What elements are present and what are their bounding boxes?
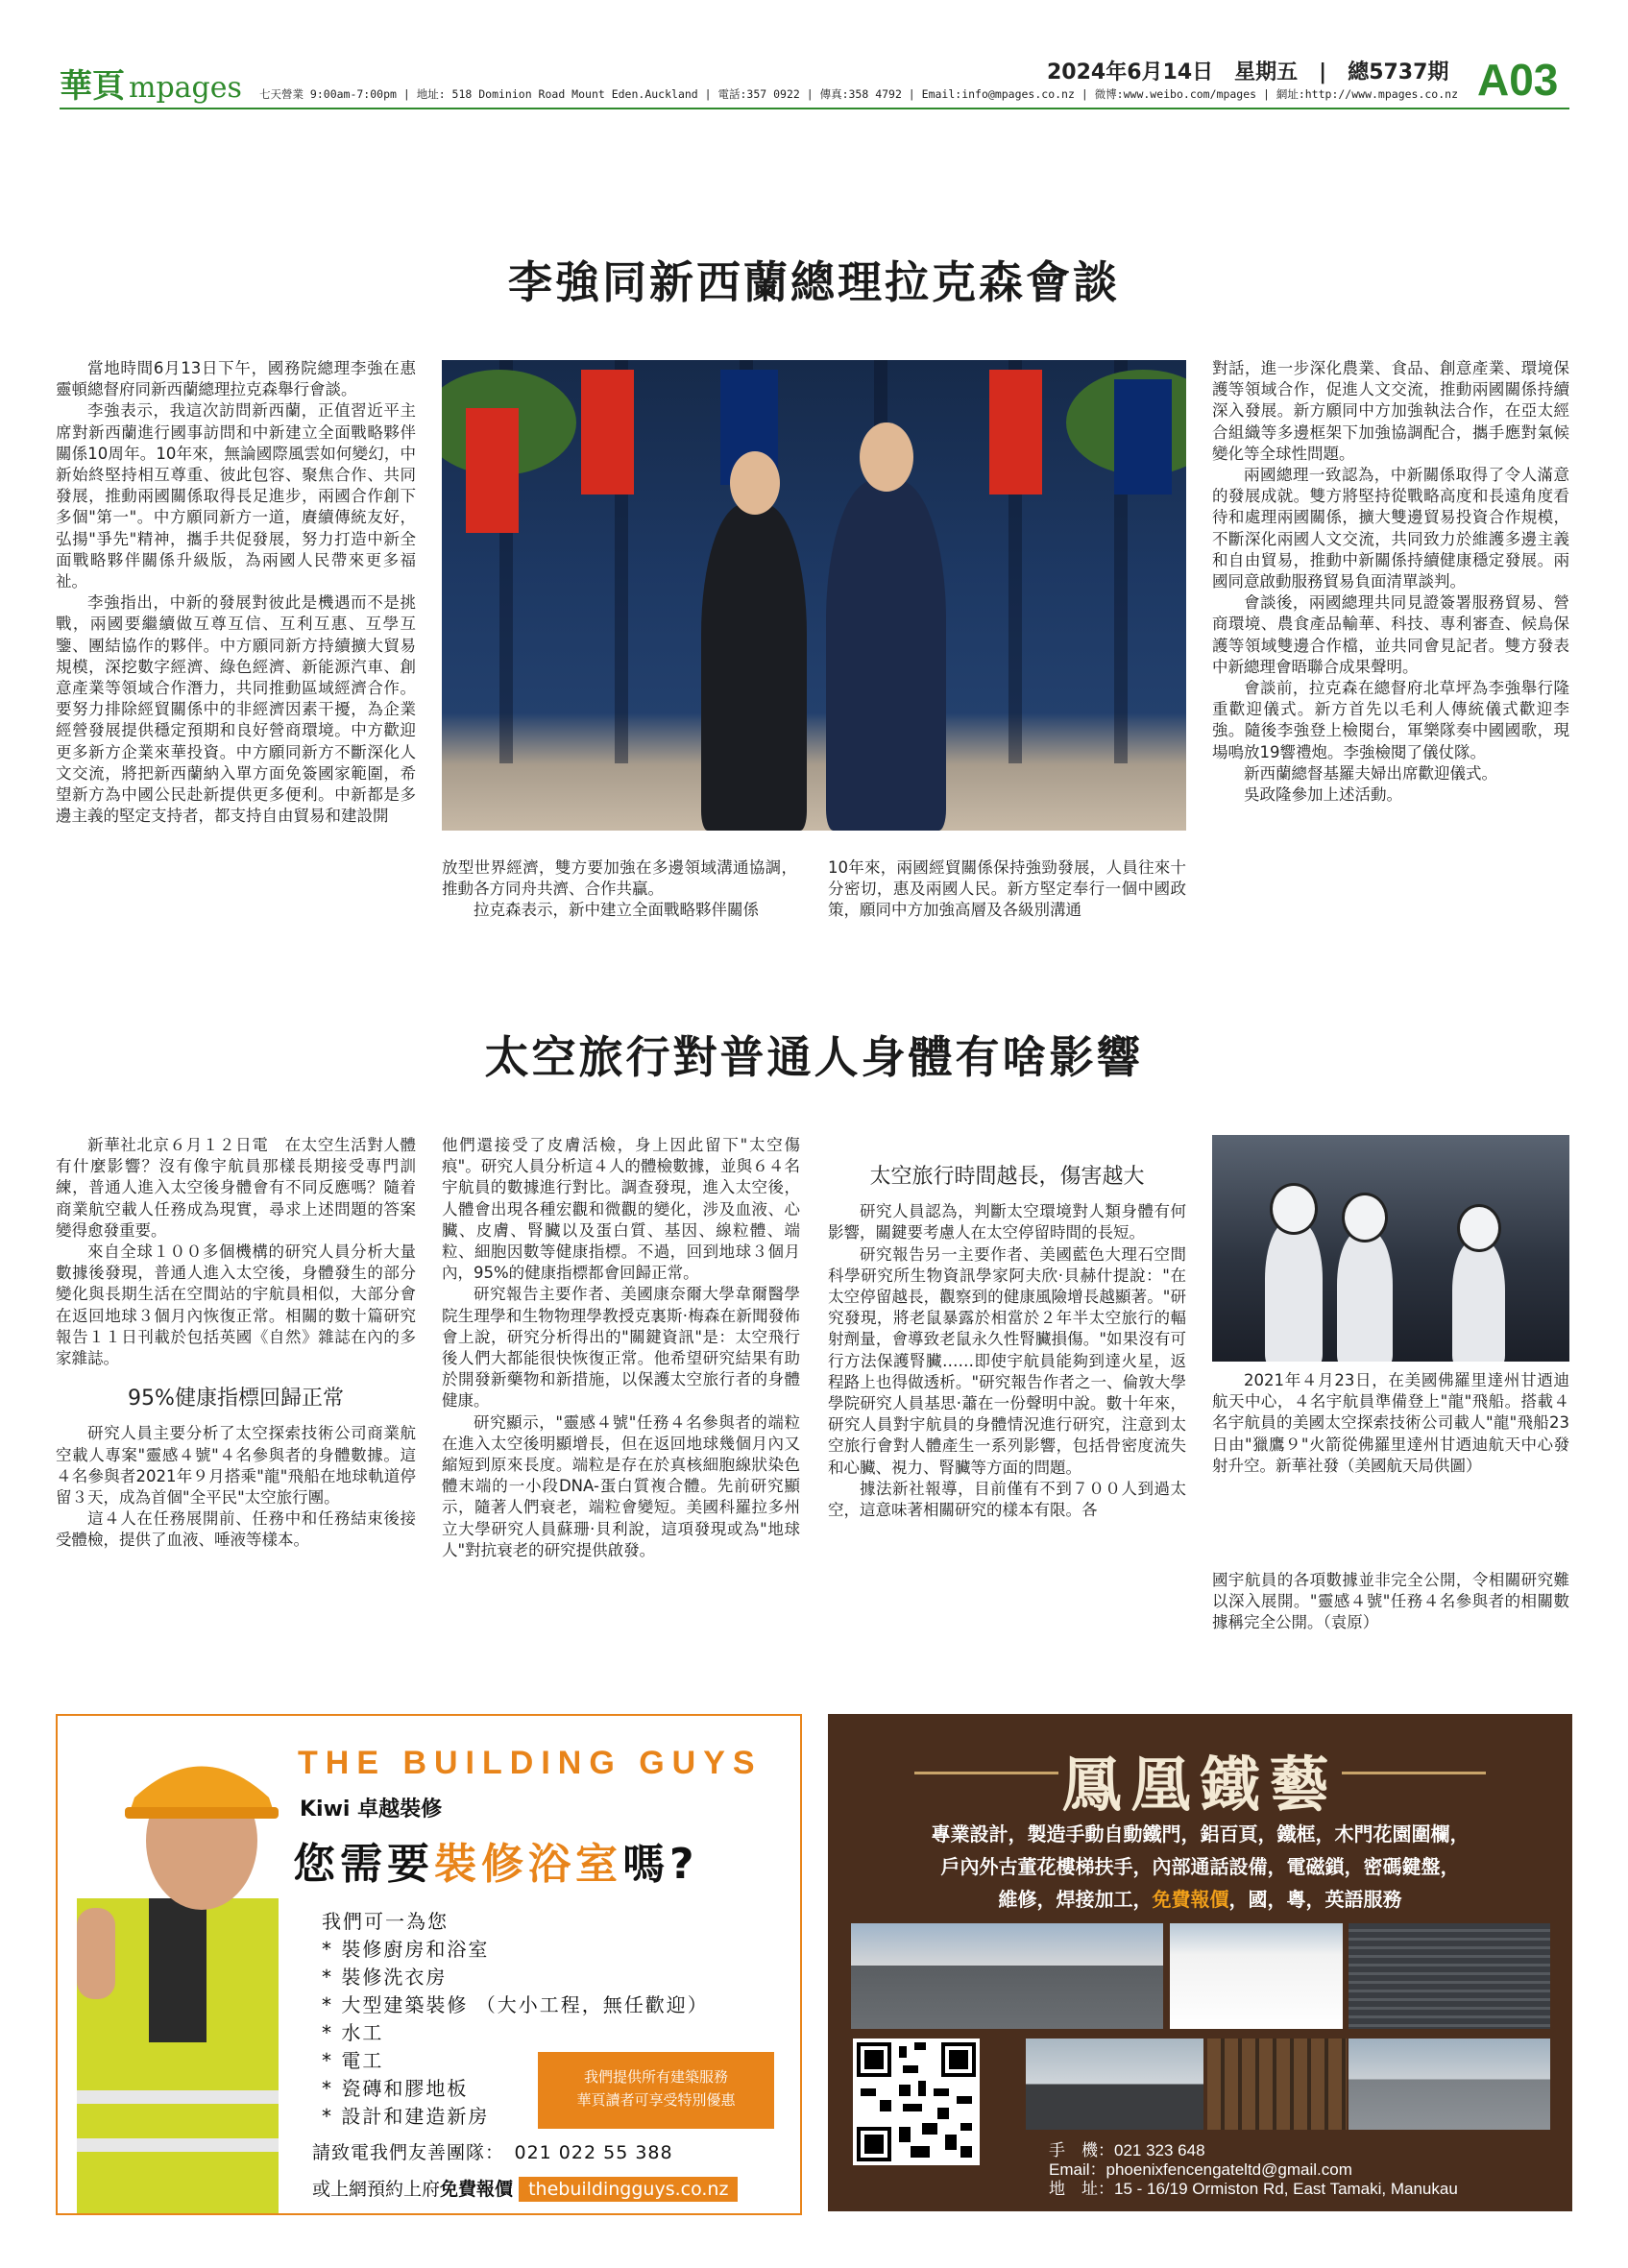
- gate-photo: [851, 1923, 1163, 2029]
- contact-email[interactable]: Email：phoenixfencengateltd@gmail.com: [1049, 2160, 1352, 2179]
- advert-phone: 請致電我們友善團隊： 021 022 55 388: [312, 2142, 673, 2163]
- qr-code[interactable]: [853, 2039, 980, 2165]
- paragraph: 吳政隆參加上述活動。: [1244, 785, 1402, 805]
- logo-latin: mpages: [129, 71, 242, 105]
- paragraph: 研究報告主要作者、美國康奈爾大學韋爾醫學院生理學和生物物理學教授克裏斯·梅森在新聞發佈會上說，研究分析得出的"關鍵資訊"是：太空飛行後人們大都能很快恢復正常。他希望研究結果有助於開發新藥物和新措施，以保護太空旅行者的身體健康。: [442, 1285, 800, 1411]
- article2-column-4: [1212, 1570, 1569, 1634]
- advert-brand-subtitle: Kiwi 卓越裝修: [300, 1798, 443, 1822]
- web-bold-text: 免費報價: [440, 2179, 514, 2200]
- article2-photo-caption: [1212, 1370, 1569, 1477]
- article2-subheading-2: 太空旅行時間越長，傷害越大: [869, 1165, 1145, 1189]
- description-line: 專業設計，製造手動自動鐵門，鋁百頁，鐵框，木門花園圍欄，: [931, 1822, 1470, 1846]
- article2-headline: 太空旅行對普通人身體有啥影響: [484, 1031, 1144, 1083]
- caption-text: 2021年４月23日，在美國佛羅里達州甘迺迪航天中心，４名宇航員準備登上"龍"飛船。搭載４名宇航員的美國太空探索技術公司載人"龍"飛船23日由"獵鷹９"火箭從佛羅里達州甘迺迪航天中心發射升空。新華社發（美國航天局供圖）: [1212, 1371, 1569, 1475]
- paragraph: 他們還接受了皮膚活檢，身上因此留下"太空傷痕"。研究人員分析這４人的體檢數據，並與６４名宇航員的數據進行對比。調查發現，進入太空後，人體會出現各種宏觀和微觀的變化，涉及血液、心臟、皮膚、腎臟以及蛋白質、基因、線粒體、端粒、細胞因數等健康指標。不過，回到地球３個月內，95%的健康指標都會回歸正常。: [442, 1136, 800, 1283]
- contact-phone: 手 機：021 323 648: [1049, 2141, 1205, 2159]
- paragraph: 新華社北京６月１２日電 在太空生活對人體有什麼影響？沒有像宇航員那樣長期接受專門訓練，普通人進入太空後身體會有不同反應嗎？隨着商業航空載人任務成為現實，尋求上述問題的答案變得愈發重要。: [56, 1136, 416, 1240]
- building-guys-advert[interactable]: [56, 1714, 802, 2215]
- logo-chinese: 華頁: [60, 67, 125, 106]
- paragraph: 10年來，兩國經貿關係保持強勁發展，人員往來十分密切，惠及兩國人民。新方堅定奉行一個中國政策，願同中方加強高層及各級別溝通: [828, 858, 1186, 920]
- advert-question: [293, 1829, 699, 1891]
- paragraph: 據法新社報導，目前僅有不到７００人到過太空，這意味著相關研究的樣本有限。各: [828, 1479, 1186, 1520]
- list-item: * 設計和建造新房: [322, 2105, 490, 2128]
- gate-photo: [1349, 1923, 1550, 2029]
- promo-box: [538, 2052, 774, 2129]
- paragraph: 當地時間6月13日下午，國務院總理李強在惠靈頓總督府同新西蘭總理拉克森舉行會談。: [56, 359, 416, 399]
- question-highlight: 裝修浴室: [434, 1840, 622, 1889]
- page-number: A03: [1477, 55, 1559, 105]
- promo-line: 我們提供所有建築服務: [583, 2068, 728, 2086]
- list-item: * 電工: [322, 2049, 384, 2072]
- article2-column-2: [442, 1135, 800, 1561]
- issue-date: 2024年6月14日 星期五 | 總5737期: [1047, 60, 1449, 84]
- phoenix-ironwork-advert[interactable]: [828, 1714, 1572, 2211]
- advert-contact: [1049, 2141, 1458, 2199]
- paragraph: 來自全球１００多個機構的研究人員分析大量數據後發現，普通人進入太空後，身體發生的部分變化與長期生活在空間站的宇航員相似，大部分會在返回地球３個月內恢復正常。相關的數十篇研究報告１１日刊載於包括英國《自然》雜誌在內的多家雜誌。: [56, 1243, 416, 1368]
- advert-brand-title: 鳳凰鐵藝: [1061, 1749, 1339, 1820]
- article2-subheading-1: 95%健康指標回歸正常: [128, 1387, 344, 1411]
- paragraph: 會談前，拉克森在總督府北草坪為李強舉行隆重歡迎儀式。新方首先以毛利人傳統儀式歡迎李強。隨後李強登上檢閱台，軍樂隊奏中國國歌，現場鳴放19響禮炮。李強檢閱了儀仗隊。: [1212, 679, 1569, 761]
- construction-worker-image: [58, 1716, 298, 2213]
- advert-web-line: [312, 2175, 738, 2202]
- description-line: 戶內外古董花樓梯扶手，內部通話設備，電磁鎖，密碼鍵盤，: [940, 1855, 1460, 1878]
- advert-brand-title: THE BUILDING GUYS: [298, 1745, 763, 1781]
- description-text: 維修，焊接加工，: [998, 1888, 1153, 1911]
- list-item: * 水工: [322, 2021, 384, 2044]
- paragraph: 這４人在任務展開前、任務中和任務結束後接受體檢，提供了血液、唾液等樣本。: [56, 1509, 416, 1550]
- list-item: * 裝修洗衣房: [322, 1966, 448, 1989]
- website-link[interactable]: thebuildingguys.co.nz: [519, 2177, 738, 2202]
- paragraph: 研究人員認為，判斷太空環境對人類身體有何影響，關鍵要考慮人在太空停留時間的長短。: [828, 1202, 1186, 1243]
- article1-headline: 李強同新西蘭總理拉克森會談: [508, 256, 1120, 308]
- web-text: 或上網預約上府: [312, 2179, 441, 2200]
- list-item: * 瓷磚和膠地板: [322, 2077, 469, 2100]
- article2-column-3: [828, 1167, 1186, 1521]
- paragraph: 對話，進一步深化農業、食品、創意產業、環境保護等領域合作，促進人文交流，推動兩國關係持續深入發展。新方願同中方加強執法合作，在亞太經合組織等多邊框架下加強協調配合，攜手應對氣候變化等全球性問題。: [1212, 359, 1569, 463]
- gate-photo: [1349, 2039, 1550, 2130]
- article1-column-3: [828, 857, 1186, 922]
- question-text: 嗎?: [622, 1840, 699, 1889]
- list-item: * 大型建築裝修 （大小工程，無任歡迎）: [322, 1993, 709, 2016]
- gate-photo: [1026, 2039, 1203, 2130]
- promo-line: 華頁讀者可享受特別優惠: [576, 2091, 736, 2109]
- paragraph: 研究報告另一主要作者、美國藍色大理石空間科學研究所生物資訊學家阿夫欣·貝赫什提說："在太空停留越長，觀察到的健康風險增長越顯著。"研究發現，將老鼠暴露於相當於２年半太空旅行的輻射劑量，會導致老鼠永久性腎臟損傷。"如果沒有可行方法保護腎臟……即使宇航員能夠到達火星，返程路上也得做透析。"研究報告作者之一、倫敦大學學院研究人員基思·蕭在一份聲明中說。數十年來，研究人員對宇航員的身體情況進行研究，注意到太空旅行會對人體產生一系列影響，包括骨密度流失和心臟、視力、腎臟等方面的問題。: [828, 1244, 1186, 1477]
- paragraph: 放型世界經濟，雙方要加強在多邊領域溝通協調，推動各方同舟共濟、合作共贏。: [442, 858, 797, 899]
- paragraph: 拉克森表示，新中建立全面戰略夥伴關係: [474, 901, 759, 920]
- gate-photo: [1207, 2039, 1347, 2130]
- contact-address: 地 址：15 - 16/19 Ormiston Rd, East Tamaki, Manukau: [1049, 2180, 1458, 2198]
- paragraph: 國宇航員的各項數據並非完全公開，令相關研究難以深入展開。"靈感４號"任務４名參與者的相關數據稱完全公開。（袁原）: [1212, 1571, 1569, 1632]
- article2-column-1: [56, 1135, 416, 1552]
- paragraph: 新西蘭總督基羅夫婦出席歡迎儀式。: [1244, 763, 1497, 783]
- paragraph: 李強指出，中新的發展對彼此是機遇而不是挑戰，兩國要繼續做互尊互信、互利互惠、互學互鑒、團結協作的夥伴。中方願同新方持續擴大貿易規模，深挖數字經濟、綠色經濟、新能源汽車、創意產業等領域合作潛力，共同推動區域經濟合作。要努力排除經貿關係中的非經濟因素干擾，為企業經營發展提供穩定預期和良好營商環境。中方歡迎更多新方企業來華投資。中方願同新方不斷深化人文交流，將把新西蘭納入單方面免簽國家範圍，希望新方為中國公民赴新提供更多便利。中新都是多邊主義的堅定支持者，都支持自由貿易和建設開: [56, 593, 416, 826]
- list-item: * 裝修廚房和浴室: [322, 1938, 490, 1961]
- gate-photo: [1170, 1923, 1343, 2029]
- description-text: ，國，粵，英語服務: [1228, 1888, 1402, 1911]
- article1-column-2: [442, 857, 797, 922]
- paragraph: 研究顯示，"靈感４號"任務４名參與者的端粒在進入太空後明顯增長，但在返回地球幾個月內又縮短到原來長度。端粒是存在於真核細胞線狀染色體末端的一小段DNA-蛋白質複合體。先前研究顯示，隨著人們衰老，端粒會變短。美國科羅拉多州立大學研究人員蘇珊·貝利說，這項發現或為"地球人"對抗衰老的研究提供啟發。: [442, 1412, 800, 1559]
- list-intro: 我們可一為您: [322, 1910, 449, 1933]
- masthead-logo: [60, 60, 242, 107]
- leaders-handshake-photo: [442, 360, 1186, 831]
- article1-column-1: [56, 358, 416, 827]
- advert-description: [828, 1818, 1572, 1916]
- paragraph: 會談後，兩國總理共同見證簽署服務貿易、營商環境、農食產品輸華、科技、專利審查、候鳥保護等領域雙邊合作檔，並共同會見記者。雙方發表中新總理會晤聯合成果聲明。: [1212, 593, 1569, 676]
- header-divider: [60, 108, 1569, 109]
- paragraph: 研究人員主要分析了太空探索技術公司商業航空載人專案"靈感４號"４名參與者的身體數據。這４名參與者2021年９月搭乘"龍"飛船在地球軌道停留３天，成為首個"全平民"太空旅行團。: [56, 1424, 416, 1508]
- astronauts-photo: [1212, 1135, 1569, 1362]
- masthead-contact-info: 七天營業 9:00am-7:00pm | 地址: 518 Dominion Road Mount Eden.Auckland | 電話:357 0922 | 傳真:358 4792 | Email:info@mpages.co.nz | 微博:www.weibo.com/mpages | 網址:http://www.mpages.co.nz: [259, 87, 1459, 101]
- paragraph: 李強表示，我這次訪問新西蘭，正值習近平主席對新西蘭進行國事訪問和中新建立全面戰略夥伴關係10周年。10年來，無論國際風雲如何變幻，中新始終堅持相互尊重、彼此包容、聚焦合作、共同發展，推動兩國關係取得長足進步，兩國合作創下多個"第一"。中方願同新方一道，賡續傳統友好，弘揚"爭先"精神，攜手共促發展，努力打造中新全面戰略夥伴關係升級版，為兩國人民帶來更多福祉。: [56, 401, 416, 591]
- description-line: [828, 1883, 1572, 1916]
- description-highlight: 免費報價: [1152, 1888, 1229, 1911]
- article1-column-4: [1212, 358, 1569, 806]
- question-text: 您需要: [293, 1840, 434, 1889]
- paragraph: 兩國總理一致認為，中新關係取得了令人滿意的發展成就。雙方將堅持從戰略高度和長遠角度看待和處理兩國關係，擴大雙邊貿易投資合作規模，不斷深化兩國人文交流，共同致力於維護多邊主義和自由貿易，推動中新關係持續健康穩定發展。兩國同意啟動服務貿易負面清單談判。: [1212, 466, 1569, 591]
